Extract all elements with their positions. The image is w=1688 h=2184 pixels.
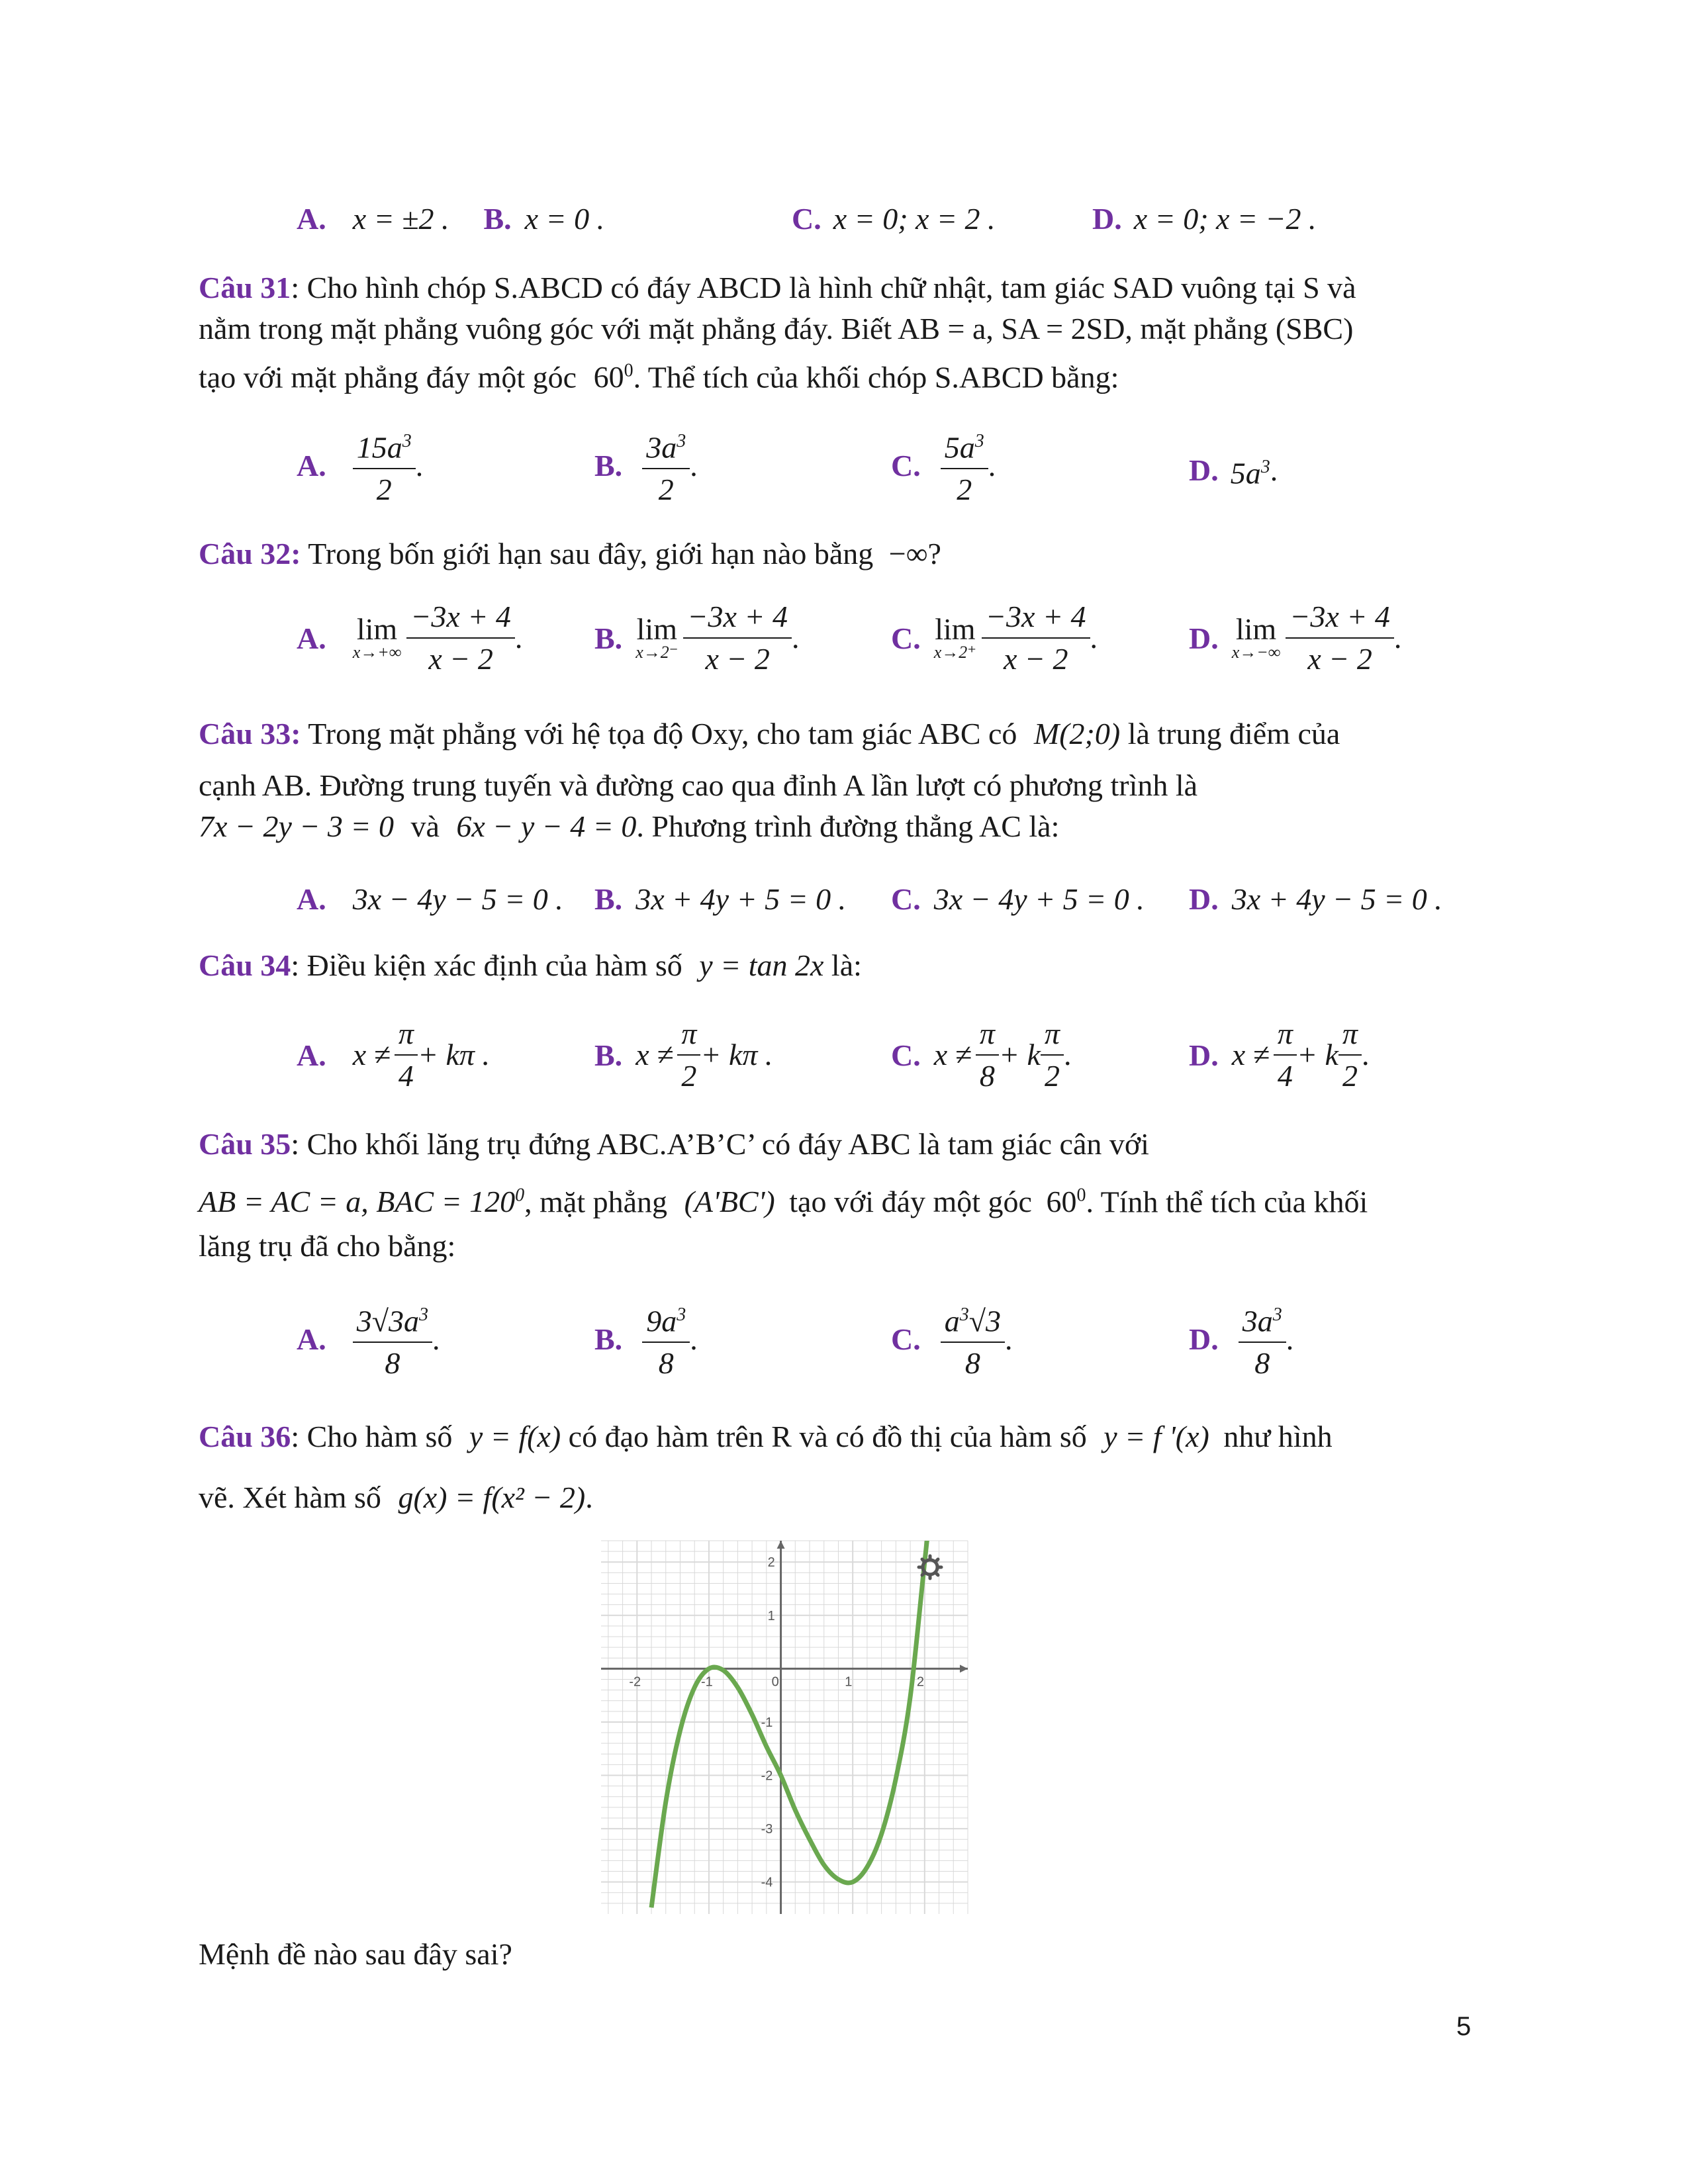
q33-eq1: 7x − 2y − 3 = 0 bbox=[199, 809, 394, 843]
q32-minus-inf: −∞ bbox=[888, 537, 928, 570]
q35-option-d: D. $\frac{3a^3}{8}$ . bbox=[1189, 1297, 1293, 1381]
q30-option-c: x = 0; x = 2 . bbox=[833, 202, 996, 236]
q31-option-a: A. $\frac{15a^3}{2}$ . bbox=[297, 424, 423, 508]
q35-line1: Câu 35: Cho khối lăng trụ đứng ABC.A’B’C’ có đáy ABC là tam giác cân với bbox=[199, 1127, 1149, 1161]
q30-option-a-label: A. bbox=[297, 202, 326, 236]
q33-option-c: C. 3x − 4y + 5 = 0 . bbox=[891, 882, 1145, 916]
q33-option-b: B. 3x + 4y + 5 = 0 . bbox=[594, 882, 847, 916]
q31-option-c-label: C. bbox=[891, 449, 921, 483]
q30-option-d: x = 0; x = −2 . bbox=[1133, 202, 1317, 236]
q31-text3-post: . Thể tích của khối chóp S.ABCD bằng: bbox=[633, 360, 1119, 394]
q32-option-a-label: A. bbox=[297, 621, 326, 655]
q36-fprime: y = f '(x) bbox=[1103, 1420, 1209, 1453]
q30-option-d-wrap bbox=[1092, 199, 1317, 240]
q34-option-a: A. x ≠ $\frac{\pi}{4}$ + kπ . bbox=[297, 1017, 490, 1093]
q34-line1: Câu 34: Điều kiện xác định của hàm số y = tan 2x là: bbox=[199, 948, 862, 982]
y-tick-label: -4 bbox=[761, 1875, 773, 1890]
q32-line1: Câu 32: Trong bốn giới hạn sau đây, giới hạn nào bằng −∞? bbox=[199, 537, 941, 570]
q31-option-d: D. $5a^3$ . bbox=[1189, 447, 1278, 494]
q31-angle: $60^0$ bbox=[593, 360, 633, 394]
q32-option-d-label: D. bbox=[1189, 621, 1219, 655]
q35-option-b: B. $\frac{9a^3}{8}$ . bbox=[594, 1297, 698, 1381]
q36-line1: Câu 36: Cho hàm số y = f(x) có đạo hàm trên R và có đồ thị của hàm số y = f '(x) như hình bbox=[199, 1420, 1333, 1453]
q33-point: M(2;0) bbox=[1033, 717, 1121, 751]
y-tick-label: 1 bbox=[767, 1608, 775, 1623]
derivative-graph bbox=[596, 1535, 973, 1919]
y-axis-arrow bbox=[777, 1541, 785, 1549]
x-tick-label: -2 bbox=[629, 1674, 641, 1690]
x-tick-label: 0 bbox=[771, 1674, 779, 1690]
x-tick-label: 2 bbox=[916, 1674, 924, 1690]
q31-text1: : Cho hình chóp S.ABCD có đáy ABCD là hình chữ nhật, tam giác SAD vuông tại S và bbox=[291, 271, 1356, 304]
q33-line2: cạnh AB. Đường trung tuyến và đường cao qua đỉnh A lần lượt có phương trình là bbox=[199, 768, 1198, 802]
q31-option-d-label: D. bbox=[1189, 453, 1219, 487]
q30-option-b-label: B. bbox=[483, 202, 512, 236]
q34-option-d: D. x ≠ $\frac{\pi}{4}$ + k $\frac{\pi}{2}$ . bbox=[1189, 1017, 1370, 1093]
q34-option-b: B. x ≠ $\frac{\pi}{2}$ + kπ . bbox=[594, 1017, 773, 1093]
q32-option-d: D. lim x→−∞ $\frac{-3x + 4}{x - 2}$ . bbox=[1189, 600, 1402, 676]
q31-option-a-frac: $\frac{15a^3}{2}$ bbox=[353, 424, 416, 508]
q32-option-b: B. lim x→2⁻ $\frac{-3x + 4}{x - 2}$ . bbox=[594, 600, 800, 676]
page-number: 5 bbox=[1456, 2012, 1472, 2041]
q31-option-c-frac: $\frac{5a^3}{2}$ bbox=[941, 424, 988, 508]
q35-plane: (A'BC') bbox=[684, 1185, 775, 1219]
q33-option-a: A. 3x − 4y − 5 = 0 . bbox=[297, 882, 563, 916]
q35-label: Câu 35 bbox=[199, 1127, 291, 1161]
q32-label: Câu 32: bbox=[199, 537, 301, 570]
q33-label: Câu 33: bbox=[199, 717, 301, 751]
q37-prompt: Mệnh đề nào sau đây sai? bbox=[199, 1937, 512, 1971]
q31-line2: nằm trong mặt phẳng vuông góc với mặt phẳng đáy. Biết AB = a, SA = 2SD, mặt phẳng (SBC) bbox=[199, 312, 1354, 345]
q32-text: Trong bốn giới hạn sau đây, giới hạn nào bằng bbox=[308, 537, 874, 570]
q31-option-c: C. $\frac{5a^3}{2}$ . bbox=[891, 424, 996, 508]
x-axis-arrow bbox=[960, 1664, 968, 1672]
q34-option-c: C. x ≠ $\frac{\pi}{8}$ + k $\frac{\pi}{2}$ . bbox=[891, 1017, 1072, 1093]
q36-line2: vẽ. Xét hàm số g(x) = f(x² − 2). bbox=[199, 1480, 593, 1514]
q33-line3: 7x − 2y − 3 = 0 và 6x − y − 4 = 0. Phương trình đường thẳng AC là: bbox=[199, 809, 1060, 843]
q32-option-c: C. lim x→2⁺ $\frac{-3x + 4}{x - 2}$ . bbox=[891, 600, 1098, 676]
q30-option-c-label: C. bbox=[792, 202, 821, 236]
x-tick-label: -1 bbox=[700, 1674, 713, 1690]
q35-option-c: C. $\frac{a^3√3}{8}$ . bbox=[891, 1297, 1012, 1381]
y-tick-label: -2 bbox=[761, 1768, 773, 1784]
q33-option-d: D. 3x + 4y − 5 = 0 . bbox=[1189, 882, 1442, 916]
q31-option-a-label: A. bbox=[297, 449, 326, 483]
q32-option-b-label: B. bbox=[594, 621, 623, 655]
q30-options bbox=[297, 199, 604, 240]
q33-eq2: 6x − y − 4 = 0 bbox=[456, 809, 637, 843]
q35-option-a: A. $\frac{3√3a^3}{8}$ . bbox=[297, 1297, 440, 1381]
q35-line2: AB = AC = a, BAC = $120^0$, mặt phẳng (A'BC') tạo với đáy một góc $60^0$. Tính thể tích của khối bbox=[199, 1185, 1368, 1219]
q31-label: Câu 31 bbox=[199, 271, 291, 304]
y-tick-label: -1 bbox=[761, 1715, 773, 1730]
q36-g: g(x) = f(x² − 2) bbox=[398, 1480, 586, 1514]
q36-label: Câu 36 bbox=[199, 1420, 291, 1453]
q31-option-b: B. $\frac{3a^3}{2}$ . bbox=[594, 424, 698, 508]
y-tick-label: -3 bbox=[761, 1822, 773, 1837]
q32-option-c-label: C. bbox=[891, 621, 921, 655]
q30-option-c-wrap bbox=[792, 199, 995, 240]
q33-line1: Câu 33: Trong mặt phẳng với hệ tọa độ Oxy, cho tam giác ABC có M(2;0) là trung điểm của bbox=[199, 717, 1340, 751]
y-tick-label: 2 bbox=[767, 1555, 775, 1570]
gear-icon[interactable] bbox=[919, 1556, 941, 1578]
q31-option-b-label: B. bbox=[594, 449, 623, 483]
q34-func: y = tan 2x bbox=[699, 948, 824, 982]
x-tick-label: 1 bbox=[845, 1674, 853, 1690]
q31-text3: tạo với mặt phẳng đáy một góc bbox=[199, 360, 577, 394]
q34-label: Câu 34 bbox=[199, 948, 291, 982]
q31-option-b-frac: $\frac{3a^3}{2}$ bbox=[642, 424, 690, 508]
q30-option-d-label: D. bbox=[1092, 202, 1122, 236]
q30-option-b: x = 0 . bbox=[524, 202, 605, 236]
q36-f: y = f(x) bbox=[469, 1420, 561, 1453]
q35-condition: AB = AC = a, BAC = $120^0$ bbox=[199, 1185, 525, 1219]
q32-option-a: A. lim x→+∞ $\frac{-3x + 4}{x - 2}$ . bbox=[297, 600, 523, 676]
q31-line1 bbox=[199, 267, 1356, 308]
q30-option-a: x = ±2 . bbox=[352, 202, 449, 236]
q31-line3 bbox=[199, 351, 1119, 398]
q35-line3: lăng trụ đã cho bằng: bbox=[199, 1229, 456, 1263]
